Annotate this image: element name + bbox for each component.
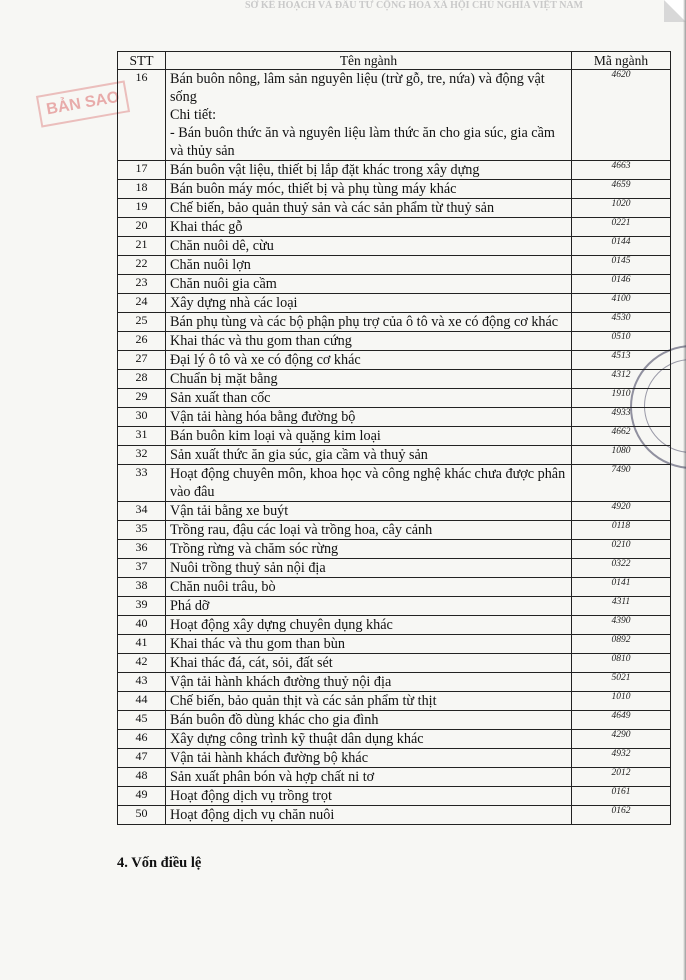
- row-business-line: [166, 654, 572, 673]
- table-row: [118, 692, 671, 711]
- row-business-line: [166, 446, 572, 465]
- row-business-line-text: Sản xuất thức ăn gia súc, gia cầm và thuỷ sản: [170, 447, 428, 463]
- row-business-line-text: Sản xuất phân bón và hợp chất ni tơ: [170, 769, 375, 785]
- row-code: 0810: [572, 654, 671, 673]
- table-row: [118, 370, 671, 389]
- table-row: [118, 427, 671, 446]
- header-stt: STT: [118, 52, 166, 70]
- row-code: 4390: [572, 616, 671, 635]
- row-stt: 17: [118, 161, 166, 180]
- row-code: 0892: [572, 635, 671, 654]
- row-code: 0141: [572, 578, 671, 597]
- row-stt: 39: [118, 597, 166, 616]
- row-code: 4312: [572, 370, 671, 389]
- row-stt: 33: [118, 465, 166, 502]
- row-code: 0221: [572, 218, 671, 237]
- row-stt: 24: [118, 294, 166, 313]
- row-business-line: [166, 465, 572, 502]
- row-code: 4662: [572, 427, 671, 446]
- row-code: 4530: [572, 313, 671, 332]
- table-row: [118, 218, 671, 237]
- row-business-line-text: Chuẩn bị mặt bằng: [170, 371, 278, 387]
- row-business-line: [166, 635, 572, 654]
- row-code: 1010: [572, 692, 671, 711]
- table-row: [118, 787, 671, 806]
- row-business-line-text: Trồng rừng và chăm sóc rừng: [170, 541, 339, 557]
- table-row: [118, 446, 671, 465]
- row-business-line: [166, 616, 572, 635]
- row-business-line: [166, 787, 572, 806]
- table-row: [118, 616, 671, 635]
- row-code: 4659: [572, 180, 671, 199]
- row-business-line: [166, 730, 572, 749]
- row-stt: 42: [118, 654, 166, 673]
- row-code: 4311: [572, 597, 671, 616]
- row-stt: 37: [118, 559, 166, 578]
- row-stt: 25: [118, 313, 166, 332]
- row-stt: 38: [118, 578, 166, 597]
- row-business-line-text: Khai thác đá, cát, sỏi, đất sét: [170, 655, 333, 671]
- copy-stamp: BẢN SAO: [36, 80, 130, 127]
- row-code: 1910: [572, 389, 671, 408]
- row-business-line-text: Vận tải bằng xe buýt: [170, 503, 289, 519]
- row-stt: 45: [118, 711, 166, 730]
- row-business-line: [166, 806, 572, 825]
- row-code: 4100: [572, 294, 671, 313]
- row-business-line: [166, 256, 572, 275]
- table-row: [118, 502, 671, 521]
- section-heading-charter-capital: 4. Vốn điều lệ: [117, 855, 202, 871]
- row-code: 4663: [572, 161, 671, 180]
- row-code: 4290: [572, 730, 671, 749]
- row-business-line-text: Chăn nuôi gia cầm: [170, 276, 277, 292]
- row-business-line-text: Chăn nuôi dê, cừu: [170, 238, 274, 254]
- row-stt: 44: [118, 692, 166, 711]
- row-business-line-text: Bán buôn kim loại và quặng kim loại: [170, 428, 381, 444]
- table-row: [118, 294, 671, 313]
- row-code: 1080: [572, 446, 671, 465]
- row-business-line: [166, 161, 572, 180]
- row-code: 1020: [572, 199, 671, 218]
- row-code: 0161: [572, 787, 671, 806]
- row-business-line: [166, 180, 572, 199]
- row-business-line-text: Chế biến, bảo quản thịt và các sản phẩm từ thịt: [170, 693, 437, 709]
- row-business-line-text: Bán phụ tùng và các bộ phận phụ trợ của ô tô và xe có động cơ khác: [170, 314, 559, 330]
- row-stt: 36: [118, 540, 166, 559]
- table-row: [118, 161, 671, 180]
- table-row: [118, 654, 671, 673]
- row-business-line: [166, 275, 572, 294]
- row-stt: 49: [118, 787, 166, 806]
- row-business-line-text: Vận tải hàng hóa bằng đường bộ: [170, 409, 356, 425]
- row-business-line: [166, 521, 572, 540]
- row-code: 4513: [572, 351, 671, 370]
- row-business-line: [166, 578, 572, 597]
- row-business-line: [166, 332, 572, 351]
- table-row: [118, 351, 671, 370]
- row-code: 5021: [572, 673, 671, 692]
- row-business-line: [166, 597, 572, 616]
- row-business-line-text: Xây dựng nhà các loại: [170, 295, 298, 311]
- row-business-line: [166, 711, 572, 730]
- row-business-line-text: Đại lý ô tô và xe có động cơ khác: [170, 352, 361, 368]
- table-row: [118, 256, 671, 275]
- row-business-line: [166, 218, 572, 237]
- row-stt: 31: [118, 427, 166, 446]
- table-row: [118, 806, 671, 825]
- table-row: [118, 408, 671, 427]
- row-business-line-text: Nuôi trồng thuỷ sản nội địa: [170, 560, 326, 576]
- table-row: [118, 275, 671, 294]
- table-header-row: [118, 52, 671, 70]
- row-business-line-text: Vận tải hành khách đường bộ khác: [170, 750, 368, 766]
- header-name: Tên ngành: [166, 52, 572, 70]
- row-business-line-text: Vận tải hành khách đường thuỷ nội địa: [170, 674, 392, 690]
- row-stt: 47: [118, 749, 166, 768]
- row-stt: 50: [118, 806, 166, 825]
- row-code: 4933: [572, 408, 671, 427]
- row-business-line-text: Sản xuất than cốc: [170, 390, 271, 406]
- row-business-line-text: Khai thác và thu gom than cứng: [170, 333, 352, 349]
- row-stt: 30: [118, 408, 166, 427]
- table-row: [118, 559, 671, 578]
- show-through-header: SỞ KẾ HOẠCH VÀ ĐẦU TƯ CỘNG HÒA XÃ HỘI CHỦ NGHĨA VIỆT NAM: [245, 0, 584, 11]
- row-business-line: [166, 313, 572, 332]
- row-code: 0210: [572, 540, 671, 559]
- row-code: 4649: [572, 711, 671, 730]
- row-code: 0146: [572, 275, 671, 294]
- row-business-line: [166, 427, 572, 446]
- row-business-line-text: Xây dựng công trình kỹ thuật dân dụng khác: [170, 731, 424, 747]
- row-business-line-text: Chăn nuôi trâu, bò: [170, 579, 276, 595]
- row-business-line-text: Bán buôn đồ dùng khác cho gia đình: [170, 712, 379, 728]
- row-business-line: [166, 749, 572, 768]
- row-business-line-text: Chăn nuôi lợn: [170, 257, 251, 273]
- table-row: [118, 540, 671, 559]
- table-row: [118, 730, 671, 749]
- table-row: [118, 635, 671, 654]
- row-stt: 32: [118, 446, 166, 465]
- row-business-line: [166, 502, 572, 521]
- row-code: 0162: [572, 806, 671, 825]
- row-business-line-text: Trồng rau, đậu các loại và trồng hoa, cây cảnh: [170, 522, 433, 538]
- row-stt: 35: [118, 521, 166, 540]
- table-row: [118, 180, 671, 199]
- row-stt: 41: [118, 635, 166, 654]
- row-code: 0144: [572, 237, 671, 256]
- row-code: 4932: [572, 749, 671, 768]
- row-business-line: [166, 768, 572, 787]
- row-stt: 18: [118, 180, 166, 199]
- row-stt: 21: [118, 237, 166, 256]
- row-business-line: [166, 540, 572, 559]
- row-stt: 34: [118, 502, 166, 521]
- row-business-line-text: Hoạt động xây dựng chuyên dụng khác: [170, 617, 393, 633]
- row-stt: 29: [118, 389, 166, 408]
- row-stt: 16: [118, 70, 166, 161]
- row-business-line: [166, 692, 572, 711]
- header-code: Mã ngành: [572, 52, 671, 70]
- row-business-line-text: Bán buôn vật liệu, thiết bị lắp đặt khác trong xây dựng: [170, 162, 480, 178]
- row-stt: 20: [118, 218, 166, 237]
- row-business-line: [166, 351, 572, 370]
- row-business-line-text: Hoạt động dịch vụ trồng trọt: [170, 788, 332, 804]
- row-business-line-text: Phá dỡ: [170, 598, 210, 614]
- row-business-line-text: Hoạt động dịch vụ chăn nuôi: [170, 807, 335, 823]
- row-business-line-text: Hoạt động chuyên môn, khoa học và công nghệ khác chưa được phân vào đâu: [170, 466, 566, 500]
- row-business-line: [166, 389, 572, 408]
- row-stt: 27: [118, 351, 166, 370]
- row-stt: 26: [118, 332, 166, 351]
- row-business-line: [166, 199, 572, 218]
- table-row: [118, 313, 671, 332]
- row-business-line-text: Chế biến, bảo quản thuỷ sản và các sản phẩm từ thuỷ sản: [170, 200, 495, 216]
- row-business-line-text: Khai thác và thu gom than bùn: [170, 636, 345, 652]
- row-business-line: [166, 70, 572, 161]
- row-detail-label: Chi tiết:: [170, 107, 217, 123]
- row-stt: 22: [118, 256, 166, 275]
- row-business-line: [166, 294, 572, 313]
- row-code: 0510: [572, 332, 671, 351]
- row-stt: 23: [118, 275, 166, 294]
- row-code: 4920: [572, 502, 671, 521]
- row-code: 0145: [572, 256, 671, 275]
- row-stt: 46: [118, 730, 166, 749]
- table-row: [118, 332, 671, 351]
- row-business-line: [166, 237, 572, 256]
- row-code: 7490: [572, 465, 671, 502]
- table-row: [118, 673, 671, 692]
- table-row: [118, 768, 671, 787]
- row-stt: 19: [118, 199, 166, 218]
- row-stt: 40: [118, 616, 166, 635]
- table-row: [118, 749, 671, 768]
- row-business-line-text: Khai thác gỗ: [170, 219, 243, 235]
- table-row: [118, 597, 671, 616]
- table-row: [118, 70, 671, 161]
- row-business-line: [166, 673, 572, 692]
- row-business-line: [166, 408, 572, 427]
- row-stt: 43: [118, 673, 166, 692]
- row-code: 4620: [572, 70, 671, 161]
- row-business-line-text: Bán buôn nông, lâm sản nguyên liệu (trừ gỗ, tre, nứa) và động vật sống: [170, 71, 545, 105]
- business-lines-table: [117, 51, 671, 825]
- table-row: [118, 521, 671, 540]
- table-body: [118, 70, 671, 825]
- table-row: [118, 465, 671, 502]
- row-business-line-text: Bán buôn máy móc, thiết bị và phụ tùng máy khác: [170, 181, 457, 197]
- row-code: 2012: [572, 768, 671, 787]
- row-code: 0322: [572, 559, 671, 578]
- table-row: [118, 578, 671, 597]
- row-business-line: [166, 559, 572, 578]
- table-row: [118, 389, 671, 408]
- row-stt: 48: [118, 768, 166, 787]
- row-business-line: [166, 370, 572, 389]
- table-row: [118, 199, 671, 218]
- table-row: [118, 711, 671, 730]
- row-stt: 28: [118, 370, 166, 389]
- row-code: 0118: [572, 521, 671, 540]
- table-row: [118, 237, 671, 256]
- row-detail-text: - Bán buôn thức ăn và nguyên liệu làm thức ăn cho gia súc, gia cầm và thủy sản: [170, 125, 555, 159]
